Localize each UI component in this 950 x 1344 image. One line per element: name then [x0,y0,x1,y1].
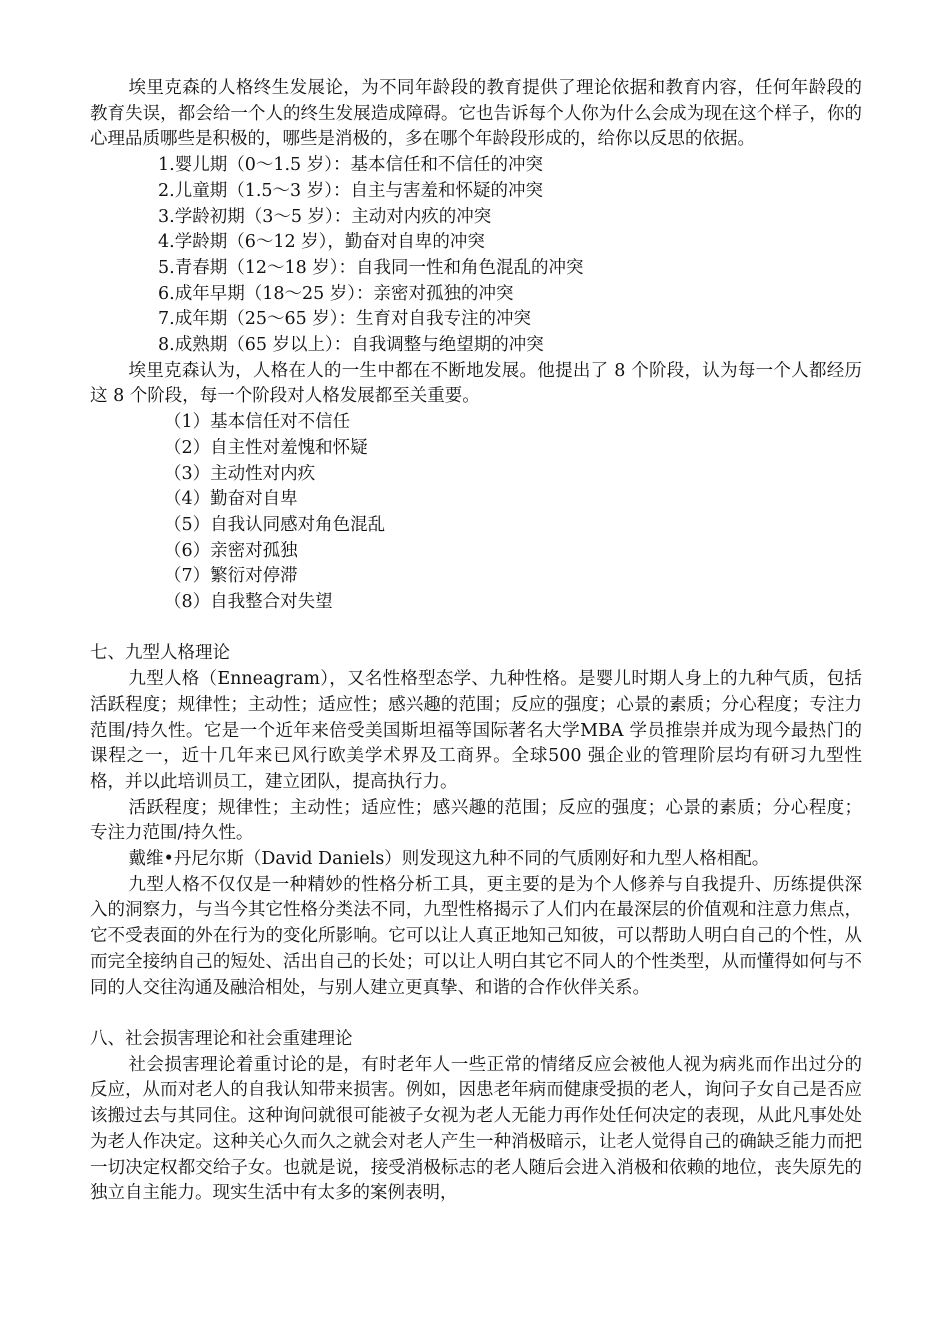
stage-item: 8.成熟期（65 岁以上）：自我调整与绝望期的冲突 [158,335,544,356]
conflict-item: （1）基本信任对不信任 [164,412,351,433]
conflict-item: （8）自我整合对失望 [164,592,333,613]
section7-paragraph: 活跃程度；规律性；主动性；适应性；感兴趣的范围；反应的强度；心景的素质；分心程度；专注力范围/持久性。 [90,797,862,844]
stage-item: 2.儿童期（1.5～3 岁）：自主与害羞和怀疑的冲突 [158,180,543,201]
section7-paragraph: 戴维•丹尼尔斯（David Daniels）则发现这九种不同的气质刚好和九型人格相配。 [128,849,770,870]
stage-item: 7.成年期（25～65 岁）：生育对自我专注的冲突 [158,309,532,330]
conflict-item: （6）亲密对孤独 [164,540,298,561]
conflict-item: （3）主动性对内疚 [164,463,316,484]
spacer [90,616,862,642]
section8-paragraph: 社会损害理论着重讨论的是，有时老年人一些正常的情绪反应会被他人视为病兆而作出过分的反应，从而对老人的自我认知带来损害。例如，因患老年病而健康受损的老人，询问子女自己是否应该搬过去与其同住。这种询问就很可能被子女视为老人无能力再作处任何决定的表现，从此凡事处处为老人作决定。这种关心久而久之就会对老人产生一种消极暗示，让老人觉得自己的确缺乏能力而把一切决定权都交给子女。也就是说，接受消极标志的老人随后会进入消极和依赖的地位，丧失原先的独立自主能力。现实生活中有太多的案例表明， [90,1054,862,1204]
conflict-item: （7）繁衍对停滞 [164,566,298,587]
conflict-item: （5）自我认同感对角色混乱 [164,514,386,535]
erikson-summary: 埃里克森认为，人格在人的一生中都在不断地发展。他提出了 8 个阶段，认为每一个人都经历这 8 个阶段，每一个阶段对人格发展都至关重要。 [90,360,862,407]
intro-paragraph: 埃里克森的人格终生发展论，为不同年龄段的教育提供了理论依据和教育内容，任何年龄段的教育失误，都会给一个人的终生发展造成障碍。它也告诉每个人你为什么会成为现在这个样子，你的心理品质哪些是积极的，哪些是消极的，多在哪个年龄段形成的，给你以反思的依据。 [90,78,862,150]
section7-paragraph: 九型人格（Enneagram），又名性格型态学、九种性格。是婴儿时期人身上的九种气质，包括活跃程度；规律性；主动性；适应性；感兴趣的范围；反应的强度；心景的素质；分心程度；专注力范围/持久性。它是一个近年来倍受美国斯坦福等国际著名大学MBA 学员推崇并成为现今最热门的课程之一，近十几年来已风行欧美学术界及工商界。全球500 强企业的管理阶层均有研习九型性格，并以此培训员工，建立团队，提高执行力。 [90,669,862,792]
section8-heading: 八、社会损害理论和社会重建理论 [90,1028,353,1049]
stage-item: 3.学龄初期（3～5 岁）：主动对内疚的冲突 [158,206,492,227]
conflict-list [90,410,862,616]
spacer [90,1001,862,1027]
conflict-item: （4）勤奋对自卑 [164,489,298,510]
document-page [90,76,862,1207]
stage-item: 6.成年早期（18～25 岁）：亲密对孤独的冲突 [158,283,514,304]
stage-item: 1.婴儿期（0～1.5 岁）：基本信任和不信任的冲突 [158,155,543,176]
section7-heading: 七、九型人格理论 [90,643,230,664]
conflict-item: （2）自主性对羞愧和怀疑 [164,437,368,458]
section7-paragraph: 九型人格不仅仅是一种精妙的性格分析工具，更主要的是为个人修养与自我提升、历练提供深入的洞察力，与当今其它性格分类法不同，九型性格揭示了人们内在最深层的价值观和注意力焦点，它不受表面的外在行为的变化所影响。它可以让人真正地知己知彼，可以帮助人明白自己的个性，从而完全接纳自己的短处、活出自己的长处；可以让人明白其它不同人的个性类型，从而懂得如何与不同的人交往沟通及融洽相处，与别人建立更真挚、和谐的合作伙伴关系。 [90,874,862,998]
stage-list [90,153,862,359]
stage-item: 5.青春期（12～18 岁）：自我同一性和角色混乱的冲突 [158,257,584,278]
stage-item: 4.学龄期（6～12 岁），勤奋对自卑的冲突 [158,232,485,253]
